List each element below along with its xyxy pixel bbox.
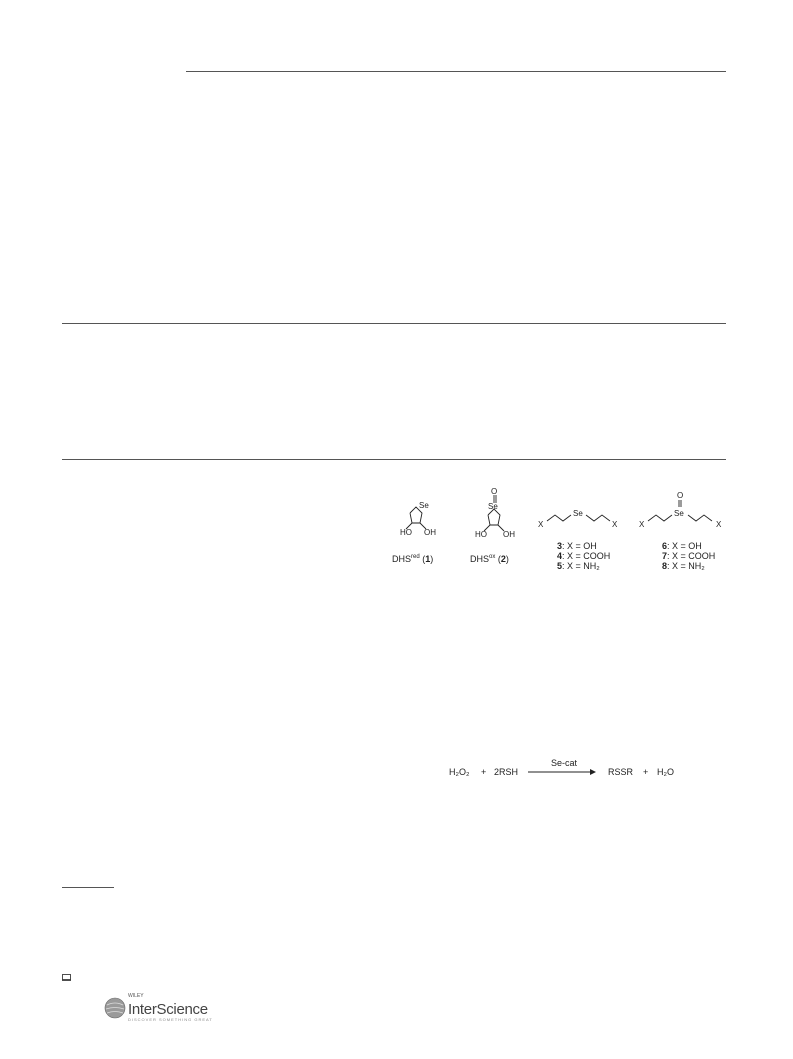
- structure-dhs-red: [406, 507, 426, 529]
- se-atom-label-6: Se: [674, 509, 684, 518]
- compound-1-label: $DHS^{red}$ (1): [392, 554, 434, 564]
- x-right-6: X: [716, 520, 722, 529]
- oh-label-2: OH: [503, 530, 515, 539]
- reaction-plus-2: +: [643, 767, 649, 777]
- se-atom-label-3: Se: [573, 509, 583, 518]
- reaction-plus-1: +: [481, 767, 487, 777]
- series-5-label: 5: X = NH₂: [557, 561, 600, 571]
- x-left-3: X: [538, 520, 544, 529]
- wiley-interscience-logo: [104, 995, 224, 1025]
- se-atom-label-2: Se: [488, 502, 498, 511]
- reaction-reactant-2: 2RSH: [494, 767, 519, 777]
- ho-label-2: HO: [475, 530, 487, 539]
- x-left-6: X: [639, 520, 645, 529]
- reaction-product-2: H₂O: [657, 767, 674, 777]
- se-atom-label-1: Se: [419, 501, 429, 510]
- oxide-label-6: O: [677, 491, 684, 500]
- envelope-icon: [62, 973, 71, 981]
- logo-brand: InterScience: [128, 1001, 208, 1018]
- abstract-bottom-rule: [62, 459, 726, 460]
- oh-label-1: OH: [424, 528, 436, 537]
- header-rule: [186, 71, 726, 72]
- abstract-top-rule: [62, 323, 726, 324]
- reaction-product-1: RSSR: [608, 767, 634, 777]
- x-right-3: X: [612, 520, 618, 529]
- compound-2-label: $DHS^{ox}$ (2): [470, 554, 509, 564]
- reaction-reactant-1: H₂O₂: [449, 767, 470, 777]
- logo-publisher-small: WILEY: [128, 993, 144, 999]
- reaction-arrow: [528, 768, 596, 776]
- footnote-rule: [62, 887, 114, 888]
- series-3-label: 3: X = OH: [557, 541, 597, 551]
- series-4-label: 4: X = COOH: [557, 551, 611, 561]
- series-8-label: 8: X = NH₂: [662, 561, 705, 571]
- logo-tagline: DISCOVER SOMETHING GREAT: [128, 1017, 213, 1022]
- oxide-label-2: O: [491, 487, 498, 496]
- structure-dhs-ox: [484, 495, 504, 531]
- series-7-label: 7: X = COOH: [662, 551, 716, 561]
- series-6-label: 6: X = OH: [662, 541, 702, 551]
- globe-icon: [104, 997, 126, 1019]
- ho-label-1: HO: [400, 528, 412, 537]
- reaction-catalyst: Se-cat: [551, 758, 578, 768]
